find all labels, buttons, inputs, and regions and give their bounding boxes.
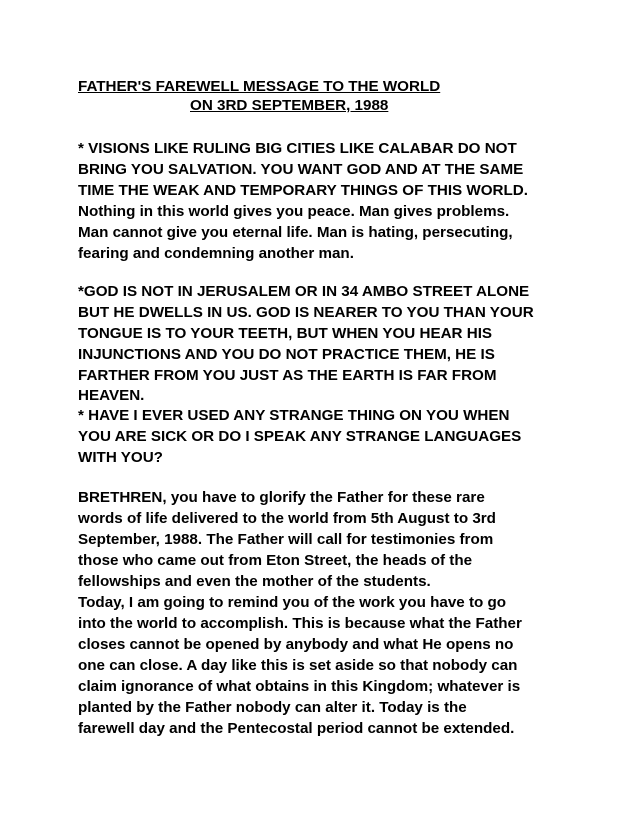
text-line: * VISIONS LIKE RULING BIG CITIES LIKE CALABAR DO NOT: [78, 140, 517, 157]
text-line: Today, I am going to remind you of the work you have to go: [78, 594, 507, 611]
text-line: one can close. A day like this is set aside so that nobody can: [78, 657, 518, 674]
text-line: September, 1988. The Father will call for testimonies from: [78, 531, 494, 548]
text-line: Man cannot give you eternal life. Man is hating, persecuting,: [78, 224, 513, 241]
text-line: closes cannot be opened by anybody and what He opens no: [78, 636, 514, 653]
text-line: WITH YOU?: [78, 449, 163, 466]
document-title: FATHER'S FAREWELL MESSAGE TO THE WORLD: [78, 78, 441, 95]
text-line: farewell day and the Pentecostal period cannot be extended.: [78, 720, 515, 737]
text-line: into the world to accomplish. This is because what the Father: [78, 615, 522, 632]
text-line: BRETHREN, you have to glorify the Father for these rare: [78, 489, 485, 506]
text-line: * HAVE I EVER USED ANY STRANGE THING ON YOU WHEN: [78, 407, 510, 424]
text-line: fellowships and even the mother of the students.: [78, 573, 431, 590]
text-line: TIME THE WEAK AND TEMPORARY THINGS OF THIS WORLD.: [78, 182, 528, 199]
text-line: Nothing in this world gives you peace. Man gives problems.: [78, 203, 510, 220]
text-line: BUT HE DWELLS IN US. GOD IS NEARER TO YOU THAN YOUR: [78, 304, 534, 321]
text-line: BRING YOU SALVATION. YOU WANT GOD AND AT THE SAME: [78, 161, 524, 178]
text-line: those who came out from Eton Street, the heads of the: [78, 552, 473, 569]
text-line: INJUNCTIONS AND YOU DO NOT PRACTICE THEM, HE IS: [78, 346, 495, 363]
text-line: YOU ARE SICK OR DO I SPEAK ANY STRANGE LANGUAGES: [78, 428, 522, 445]
text-line: *GOD IS NOT IN JERUSALEM OR IN 34 AMBO STREET ALONE: [78, 283, 530, 300]
text-line: claim ignorance of what obtains in this Kingdom; whatever is: [78, 678, 521, 695]
document-subtitle-date: ON 3RD SEPTEMBER, 1988: [190, 97, 389, 114]
text-line: FARTHER FROM YOU JUST AS THE EARTH IS FAR FROM: [78, 367, 497, 384]
text-line: fearing and condemning another man.: [78, 245, 354, 262]
text-line: planted by the Father nobody can alter it. Today is the: [78, 699, 467, 716]
text-line: HEAVEN.: [78, 387, 145, 404]
text-line: words of life delivered to the world from 5th August to 3rd: [78, 510, 496, 527]
text-line: TONGUE IS TO YOUR TEETH, BUT WHEN YOU HEAR HIS: [78, 325, 493, 342]
